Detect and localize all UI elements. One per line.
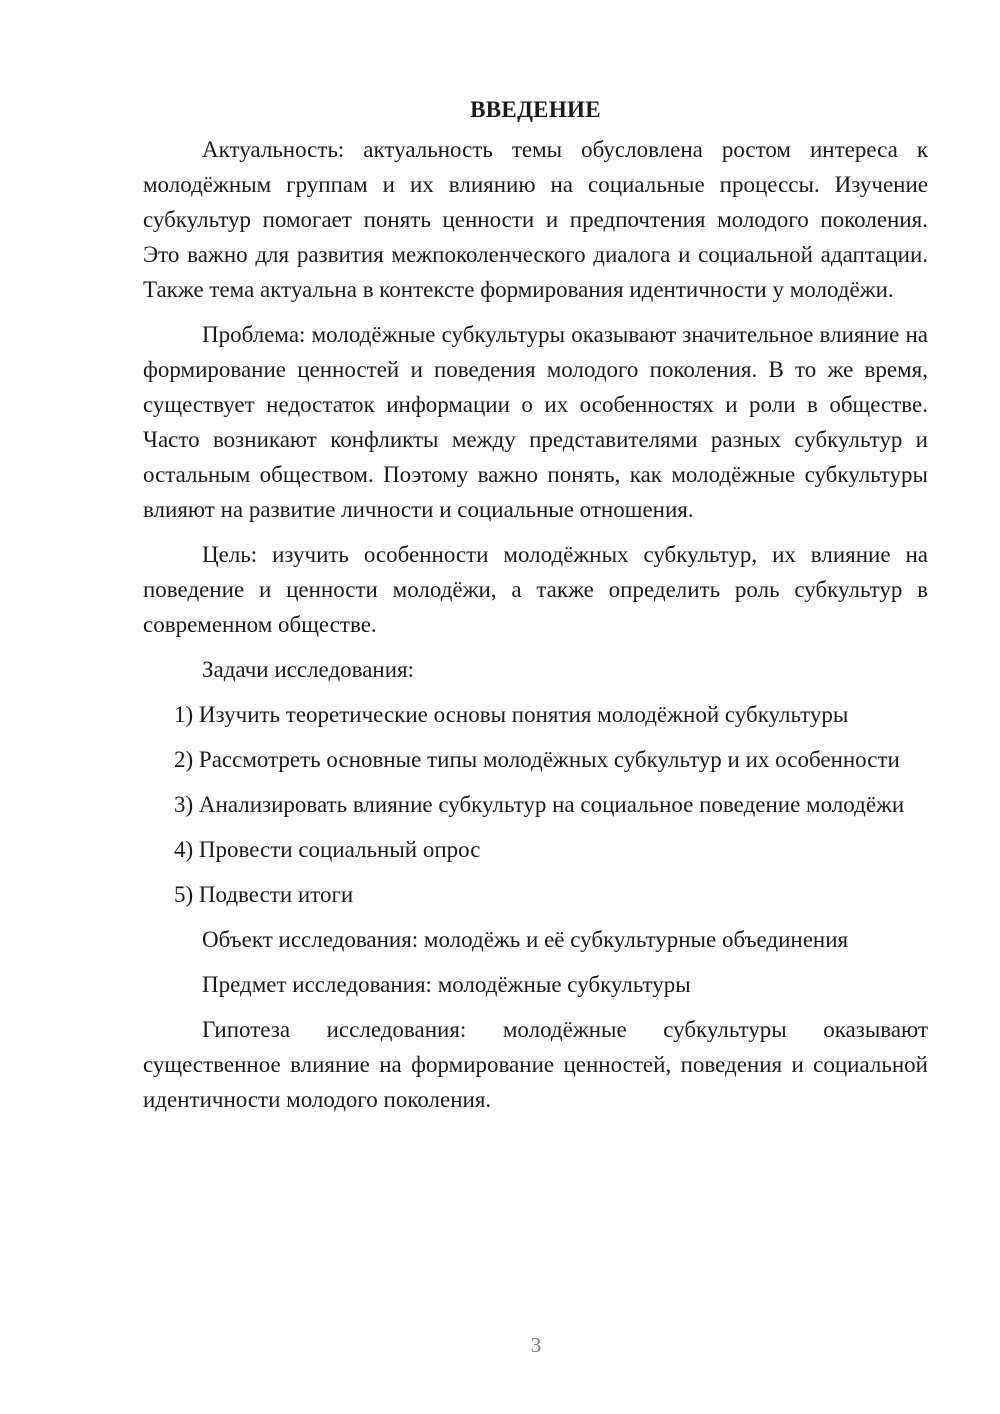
section-title: ВВЕДЕНИЕ: [470, 97, 601, 122]
paragraph-goal: Цель: изучить особенности молодёжных субкультур, их влияние на поведение и ценности молодёжи, а также определить роль субкультур в современном обществе.: [143, 542, 928, 637]
task-item-4: 4) Провести социальный опрос: [174, 837, 481, 862]
paragraph-hypothesis: Гипотеза исследования: молодёжные субкультуры оказывают существенное влияние на формирование ценностей, поведения и социальной идентичности молодого поколения.: [143, 1017, 928, 1112]
paragraph-object: Объект исследования: молодёжь и её субкультурные объединения: [202, 927, 849, 952]
tasks-heading: Задачи исследования:: [202, 657, 415, 682]
paragraph-subject: Предмет исследования: молодёжные субкультуры: [202, 972, 691, 997]
paragraph-problem: Проблема: молодёжные субкультуры оказывают значительное влияние на формирование ценностей и поведения молодого поколения. В то же время, существует недостаток информации о их особенностях и роли в обществе. Часто возникают конфликты между представителями разных субкультур и остальным обществом. Поэтому важно понять, как молодёжные субкультуры влияют на развитие личности и социальные отношения.: [143, 322, 928, 522]
page-number: 3: [530, 1333, 542, 1357]
paragraph-relevance: Актуальность: актуальность темы обусловлена ростом интереса к молодёжным группам и их влиянию на социальные процессы. Изучение субкультур помогает понять ценности и предпочтения молодого поколения. Это важно для развития межпоколенческого диалога и социальной адаптации. Также тема актуальна в контексте формирования идентичности у молодёжи.: [143, 137, 928, 302]
task-item-5: 5) Подвести итоги: [174, 882, 354, 907]
task-item-1: 1) Изучить теоретические основы понятия молодёжной субкультуры: [174, 702, 849, 727]
page-content: [143, 92, 928, 1117]
task-item-2: 2) Рассмотреть основные типы молодёжных субкультур и их особенности: [174, 747, 900, 772]
task-item-3: 3) Анализировать влияние субкультур на социальное поведение молодёжи: [174, 792, 905, 817]
